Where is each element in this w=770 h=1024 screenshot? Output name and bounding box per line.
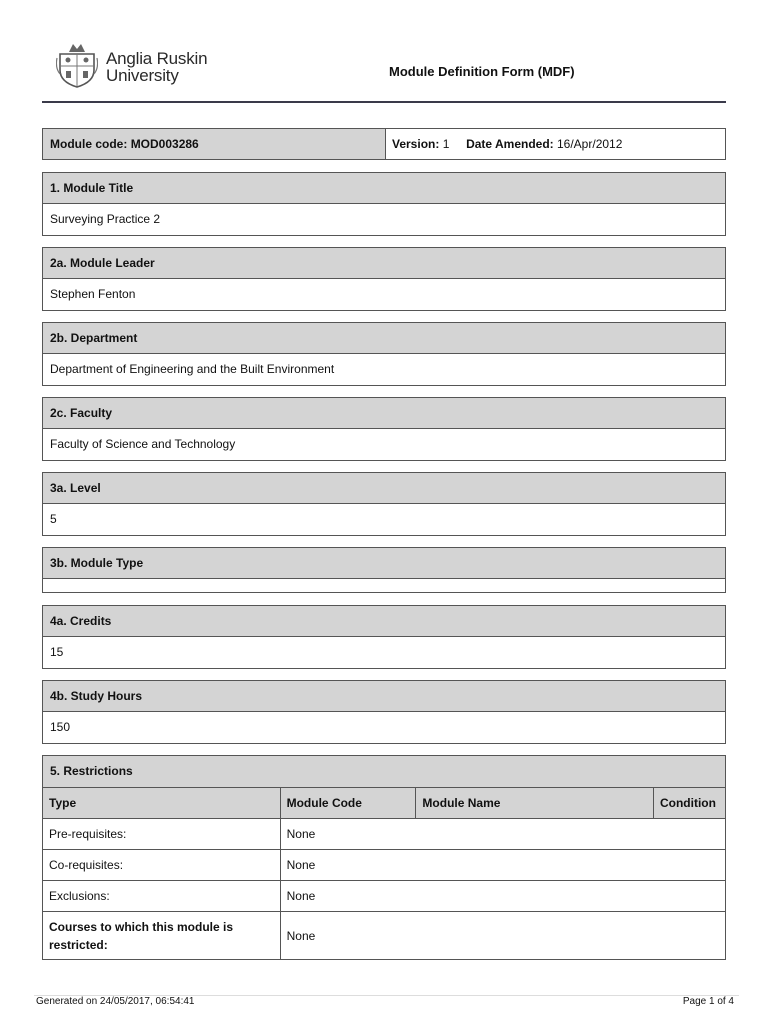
version-value: 1 xyxy=(442,137,450,151)
column-header: Module Name xyxy=(416,788,654,819)
logo-text-line1: Anglia Ruskin xyxy=(106,49,208,68)
section-heading: 3b. Module Type xyxy=(43,548,725,579)
restriction-module-code: None xyxy=(280,850,725,881)
section-value: Stephen Fenton xyxy=(50,287,136,301)
column-header: Module Code xyxy=(280,788,416,819)
section-module-leader xyxy=(42,247,726,311)
version-cell xyxy=(386,129,725,159)
section-heading: 4b. Study Hours xyxy=(43,681,725,712)
section-study-hours xyxy=(42,680,726,744)
section-value: Faculty of Science and Technology xyxy=(50,437,236,451)
table-header-row xyxy=(43,788,726,819)
section-module-title xyxy=(42,172,726,236)
restrictions-table xyxy=(42,787,726,960)
section-restrictions xyxy=(42,755,726,787)
university-logo xyxy=(56,40,226,90)
section-value: 150 xyxy=(50,720,71,734)
table-row xyxy=(43,850,726,881)
page-number: Page 1 of 4 xyxy=(682,996,734,1007)
crest-icon xyxy=(56,40,98,88)
section-heading: 1. Module Title xyxy=(43,173,725,204)
module-code-label: Module code: xyxy=(50,137,128,151)
header-divider xyxy=(42,101,726,103)
date-amended-label: Date Amended: xyxy=(466,137,554,151)
version-label: Version: xyxy=(392,137,440,151)
section-value: 5 xyxy=(50,512,57,526)
section-heading: 4a. Credits xyxy=(43,606,725,637)
restriction-type: Pre-requisites: xyxy=(43,819,281,850)
section-value: Department of Engineering and the Built Environment xyxy=(50,362,335,376)
section-value: 15 xyxy=(50,645,64,659)
module-code-row xyxy=(42,128,726,160)
restriction-type: Courses to which this module is restricted: xyxy=(43,912,281,960)
section-value: Surveying Practice 2 xyxy=(50,212,161,226)
section-module-type xyxy=(42,547,726,593)
column-header: Condition xyxy=(653,788,725,819)
section-heading: 3a. Level xyxy=(43,473,725,504)
module-code-value: MOD003286 xyxy=(130,137,199,151)
module-code-cell xyxy=(43,129,386,159)
section-value xyxy=(43,579,725,592)
logo-text-line2: University xyxy=(106,66,179,85)
section-heading: 2c. Faculty xyxy=(43,398,725,429)
section-heading: 2b. Department xyxy=(43,323,725,354)
restriction-type: Co-requisites: xyxy=(43,850,281,881)
section-credits xyxy=(42,605,726,669)
form-title: Module Definition Form (MDF) xyxy=(389,64,575,79)
section-level xyxy=(42,472,726,536)
restriction-module-code: None xyxy=(280,881,725,912)
restriction-type: Exclusions: xyxy=(43,881,281,912)
table-row xyxy=(43,912,726,960)
section-faculty xyxy=(42,397,726,461)
restriction-module-code: None xyxy=(280,912,725,960)
section-heading: 5. Restrictions xyxy=(43,756,725,787)
date-amended-value: 16/Apr/2012 xyxy=(557,137,623,151)
column-header: Type xyxy=(43,788,281,819)
section-heading: 2a. Module Leader xyxy=(43,248,725,279)
restriction-module-code: None xyxy=(280,819,725,850)
table-row xyxy=(43,881,726,912)
section-department xyxy=(42,322,726,386)
generated-timestamp: Generated on 24/05/2017, 06:54:41 xyxy=(36,996,195,1007)
table-row xyxy=(43,819,726,850)
